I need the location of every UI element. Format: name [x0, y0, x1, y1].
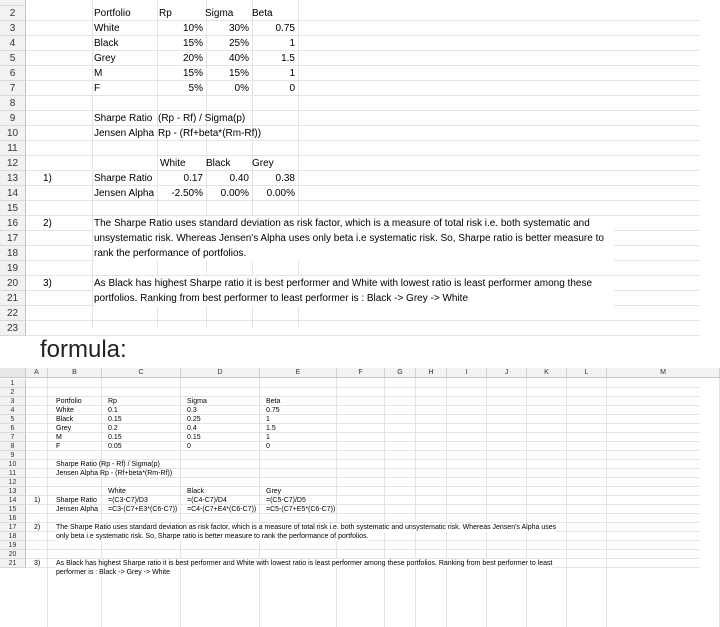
- grid-col-line: [92, 0, 93, 328]
- cell-sharpe-def[interactable]: Sharpe Ratio (Rp - Rf) / Sigma(p): [56, 461, 160, 468]
- row-header[interactable]: 21: [0, 291, 26, 306]
- grid-col-line: [259, 378, 260, 627]
- cell-beta[interactable]: 0.75: [275, 23, 295, 34]
- row-header[interactable]: 18: [0, 532, 26, 541]
- cell-jensen-black-formula[interactable]: =C4-(C7+E4*(C6-C7)): [187, 506, 257, 513]
- cell-results-grey[interactable]: Grey: [252, 158, 274, 169]
- column-header[interactable]: B: [48, 368, 102, 378]
- cell-header-portfolio[interactable]: Portfolio: [56, 398, 82, 405]
- row-header[interactable]: 14: [0, 186, 26, 201]
- row-header[interactable]: 5: [0, 51, 26, 66]
- row-header[interactable]: 8: [0, 442, 26, 451]
- cell-sharpe-label[interactable]: Sharpe Ratio: [56, 497, 97, 504]
- cell-rp[interactable]: 0.2: [108, 425, 118, 432]
- grid-row-line: [26, 50, 700, 51]
- row-header[interactable]: 8: [0, 96, 26, 111]
- row-header[interactable]: 9: [0, 111, 26, 126]
- row-header[interactable]: 20: [0, 276, 26, 291]
- cell-sigma[interactable]: 0.4: [187, 425, 197, 432]
- row-header[interactable]: 4: [0, 36, 26, 51]
- cell-sigma[interactable]: 25%: [228, 38, 249, 49]
- cell-q3-answer-line2[interactable]: performer is : Black -> Grey -> White: [56, 569, 170, 576]
- grid-col-line: [101, 378, 102, 627]
- row-header[interactable]: 11: [0, 141, 26, 156]
- cell-header-beta[interactable]: Beta: [266, 398, 281, 405]
- grid-row-line: [26, 80, 700, 81]
- cell-header-beta[interactable]: Beta: [252, 8, 273, 19]
- column-header[interactable]: K: [527, 368, 567, 378]
- cell-portfolio-name[interactable]: M: [56, 434, 62, 441]
- grid-row-line: [26, 95, 700, 96]
- cell-beta[interactable]: 1: [266, 434, 270, 441]
- cell-rp[interactable]: 20%: [182, 53, 203, 64]
- column-header[interactable]: E: [260, 368, 337, 378]
- grid-col-line: [384, 378, 385, 627]
- row-header[interactable]: 17: [0, 523, 26, 532]
- cell-sigma[interactable]: 0.25: [187, 416, 201, 423]
- row-header[interactable]: 16: [0, 514, 26, 523]
- cell-q3-answer[interactable]: As Black has highest Sharpe ratio it is best performer and White with lowest ratio is least performer among these portfolios. Ranking from best performer to least performer is : Black -> Grey -> White: [94, 276, 614, 306]
- cell-jensen-label[interactable]: Jensen Alpha: [56, 506, 99, 513]
- row-header[interactable]: 16: [0, 216, 26, 231]
- cell-sigma[interactable]: 15%: [228, 68, 249, 79]
- row-header[interactable]: 11: [0, 469, 26, 478]
- cell-sharpe-black[interactable]: 0.40: [229, 173, 249, 184]
- grid-col-line: [415, 378, 416, 627]
- cell-sharpe-grey[interactable]: 0.38: [275, 173, 295, 184]
- cell-results-grey[interactable]: Grey: [266, 488, 282, 495]
- column-header[interactable]: D: [181, 368, 260, 378]
- cell-rp[interactable]: 15%: [182, 68, 203, 79]
- column-header[interactable]: A: [26, 368, 48, 378]
- cell-rp[interactable]: 15%: [182, 38, 203, 49]
- cell-q2-answer-line2[interactable]: only beta i.e systematic risk. So, Sharpe ratio is better measure to rank the performance of portfolios.: [56, 533, 369, 540]
- cell-q3-label[interactable]: 3): [34, 560, 41, 567]
- row-header[interactable]: 6: [0, 66, 26, 81]
- row-header[interactable]: 13: [0, 171, 26, 186]
- cell-rp[interactable]: 0.15: [108, 434, 122, 441]
- grid-col-line: [606, 378, 607, 627]
- cell-q2-answer-line1[interactable]: The Sharpe Ratio uses standard deviation as risk factor, which is a measure of total risk i.e. both systematic and unsystematic risk. Whereas Jensen's Alpha uses: [56, 524, 557, 531]
- row-header[interactable]: 12: [0, 156, 26, 171]
- cell-results-white[interactable]: White: [160, 158, 186, 169]
- cell-sharpe-grey-formula[interactable]: =(C5-C7)/D5: [266, 497, 306, 504]
- grid-col-line: [566, 378, 567, 627]
- column-header[interactable]: G: [385, 368, 416, 378]
- row-header[interactable]: 13: [0, 487, 26, 496]
- column-header[interactable]: F: [337, 368, 385, 378]
- grid-col-line: [526, 378, 527, 627]
- row-header[interactable]: 10: [0, 460, 26, 469]
- cell-portfolio-name[interactable]: Grey: [94, 53, 116, 64]
- row-header[interactable]: 22: [0, 306, 26, 321]
- column-header[interactable]: M: [607, 368, 720, 378]
- cell-header-rp[interactable]: Rp: [108, 398, 117, 405]
- grid-row-line: [26, 414, 700, 415]
- column-header[interactable]: I: [447, 368, 487, 378]
- cell-beta[interactable]: 1: [289, 68, 295, 79]
- cell-portfolio-name[interactable]: F: [94, 83, 101, 94]
- column-header[interactable]: C: [102, 368, 181, 378]
- cell-sigma[interactable]: 30%: [228, 23, 249, 34]
- cell-beta[interactable]: 1: [266, 416, 270, 423]
- row-header[interactable]: 9: [0, 451, 26, 460]
- grid-row-line: [26, 320, 700, 321]
- row-header[interactable]: 6: [0, 424, 26, 433]
- grid-row-line: [26, 549, 700, 550]
- row-header[interactable]: 5: [0, 415, 26, 424]
- row-header[interactable]: 2: [0, 6, 26, 21]
- cell-results-white[interactable]: White: [108, 488, 126, 495]
- cell-sharpe-def-formula[interactable]: (Rp - Rf) / Sigma(p): [158, 113, 246, 124]
- cell-sigma[interactable]: 0.3: [187, 407, 197, 414]
- row-header[interactable]: 17: [0, 231, 26, 246]
- cell-beta[interactable]: 0: [289, 83, 295, 94]
- cell-sharpe-black-formula[interactable]: =(C4-C7)/D4: [187, 497, 227, 504]
- cell-jensen-grey[interactable]: 0.00%: [266, 188, 295, 199]
- cell-results-black[interactable]: Black: [187, 488, 205, 495]
- grid-col-line: [47, 378, 48, 627]
- cell-sharpe-label[interactable]: Sharpe Ratio: [94, 173, 153, 184]
- grid-row-line: [26, 155, 700, 156]
- cell-q2-answer[interactable]: The Sharpe Ratio uses standard deviation as risk factor, which is a measure of total risk i.e. both systematic and unsystematic risk. Whereas Jensen's Alpha uses only beta i.e systematic risk. So, Sharpe ratio is better measure to rank the performance of portfolios.: [94, 216, 614, 261]
- cell-header-sigma[interactable]: Sigma: [187, 398, 207, 405]
- grid-col-line: [336, 378, 337, 627]
- cell-sigma[interactable]: 0.15: [187, 434, 201, 441]
- grid-row-line: [26, 441, 700, 442]
- cell-q1-label[interactable]: 1): [43, 173, 52, 184]
- cell-rp[interactable]: 0.05: [108, 443, 122, 450]
- row-header[interactable]: 15: [0, 201, 26, 216]
- cell-header-portfolio[interactable]: Portfolio: [94, 8, 131, 19]
- row-header[interactable]: 4: [0, 406, 26, 415]
- row-header[interactable]: 14: [0, 496, 26, 505]
- cell-beta[interactable]: 1: [289, 38, 295, 49]
- cell-sigma[interactable]: 40%: [228, 53, 249, 64]
- cell-beta[interactable]: 1.5: [281, 53, 295, 64]
- cell-portfolio-name[interactable]: M: [94, 68, 103, 79]
- row-header[interactable]: 3: [0, 397, 26, 406]
- cell-jensen-white-formula[interactable]: =C3-(C7+E3*(C6-C7)): [108, 506, 178, 513]
- cell-sharpe-white-formula[interactable]: =(C3-C7)/D3: [108, 497, 148, 504]
- cell-sharpe-white[interactable]: 0.17: [183, 173, 203, 184]
- cell-jensen-grey-formula[interactable]: =C5-(C7+E5*(C6-C7)): [266, 506, 336, 513]
- row-header[interactable]: 23: [0, 321, 26, 336]
- row-header[interactable]: 7: [0, 433, 26, 442]
- cell-sigma[interactable]: 0: [187, 443, 191, 450]
- cell-portfolio-name[interactable]: White: [56, 407, 74, 414]
- cell-jensen-white[interactable]: -2.50%: [171, 188, 203, 199]
- cell-portfolio-name[interactable]: F: [56, 443, 61, 450]
- cell-sigma[interactable]: 0%: [234, 83, 249, 94]
- grid-row-line: [26, 405, 700, 406]
- column-header[interactable]: H: [416, 368, 447, 378]
- grid-row-line: [26, 423, 700, 424]
- cell-portfolio-name[interactable]: Grey: [56, 425, 72, 432]
- cell-portfolio-name[interactable]: Black: [94, 38, 119, 49]
- cell-jensen-black[interactable]: 0.00%: [220, 188, 249, 199]
- cell-header-sigma[interactable]: Sigma: [205, 8, 234, 19]
- row-header[interactable]: 18: [0, 246, 26, 261]
- formula-sheet: [0, 368, 700, 627]
- cell-q2-label[interactable]: 2): [34, 524, 41, 531]
- grid-row-line: [26, 486, 700, 487]
- grid-col-line: [180, 378, 181, 627]
- row-header[interactable]: 12: [0, 478, 26, 487]
- row-header[interactable]: 1: [0, 379, 26, 388]
- cell-beta[interactable]: 1.5: [266, 425, 276, 432]
- cell-beta[interactable]: 0: [266, 443, 270, 450]
- grid-row-line: [26, 450, 700, 451]
- cell-jensen-def-label[interactable]: Jensen Alpha: [94, 128, 155, 139]
- grid-row-line: [26, 396, 700, 397]
- grid-row-line: [26, 335, 700, 336]
- row-header[interactable]: 10: [0, 126, 26, 141]
- cell-beta[interactable]: 0.75: [266, 407, 280, 414]
- grid-col-line: [486, 378, 487, 627]
- grid-row-line: [26, 432, 700, 433]
- row-header[interactable]: 19: [0, 261, 26, 276]
- cell-jensen-def[interactable]: Jensen Alpha Rp - (Rf+beta*(Rm-Rf)): [56, 470, 173, 477]
- cell-q2-label[interactable]: 2): [43, 218, 52, 229]
- row-header[interactable]: 19: [0, 541, 26, 550]
- grid-row-line: [26, 387, 700, 388]
- cell-jensen-def-formula[interactable]: Rp - (Rf+beta*(Rm-Rf)): [158, 128, 262, 139]
- column-header[interactable]: L: [567, 368, 607, 378]
- row-header[interactable]: 7: [0, 81, 26, 96]
- grid-row-line: [26, 65, 700, 66]
- select-all-corner[interactable]: [0, 368, 26, 378]
- cell-jensen-label[interactable]: Jensen Alpha: [94, 188, 155, 199]
- cell-results-black[interactable]: Black: [206, 158, 231, 169]
- row-header[interactable]: 15: [0, 505, 26, 514]
- grid-col-line: [446, 378, 447, 627]
- cell-header-rp[interactable]: Rp: [159, 8, 172, 19]
- cell-sharpe-def-label[interactable]: Sharpe Ratio: [94, 113, 153, 124]
- cell-rp[interactable]: 0.15: [108, 416, 122, 423]
- column-header[interactable]: J: [487, 368, 527, 378]
- row-header[interactable]: 3: [0, 21, 26, 36]
- grid-row-line: [26, 35, 700, 36]
- formula-heading: formula:: [40, 336, 127, 363]
- row-header[interactable]: 2: [0, 388, 26, 397]
- cell-rp[interactable]: 5%: [188, 83, 203, 94]
- cell-q3-label[interactable]: 3): [43, 278, 52, 289]
- cell-rp[interactable]: 10%: [182, 23, 203, 34]
- row-header[interactable]: 20: [0, 550, 26, 559]
- cell-rp[interactable]: 0.1: [108, 407, 118, 414]
- cell-portfolio-name[interactable]: White: [94, 23, 120, 34]
- cell-q1-label[interactable]: 1): [34, 497, 41, 504]
- cell-q3-answer-line1[interactable]: As Black has highest Sharpe ratio it is best performer and White with lowest ratio is least performer among these portfolios. Ranking from best performer to least: [56, 560, 553, 567]
- cell-portfolio-name[interactable]: Black: [56, 416, 74, 423]
- row-header[interactable]: 21: [0, 559, 26, 568]
